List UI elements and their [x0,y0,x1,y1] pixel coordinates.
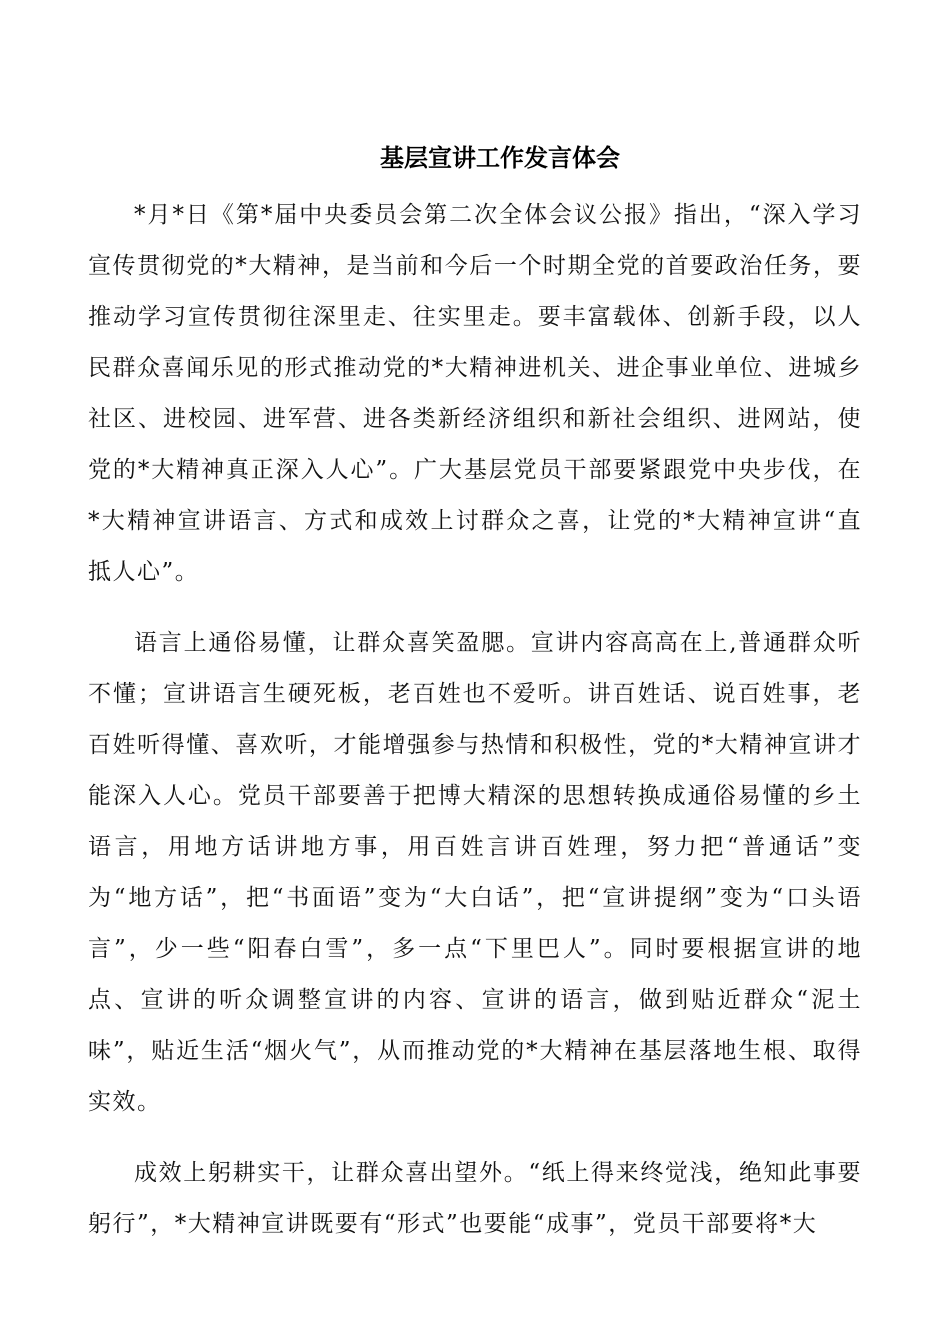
paragraph-results: 成效上躬耕实干，让群众喜出望外。“纸上得来终觉浅，绝知此事要躬行”，*大精神宣讲既要有“形式”也要能“成事”，党员干部要将*大 [88,1160,862,1237]
document-body [88,190,862,1250]
paragraph-language: 语言上通俗易懂，让群众喜笑盈腮。宣讲内容高高在上,普通群众听不懂；宣讲语言生硬死板，老百姓也不爱听。讲百姓话、说百姓事，老百姓听得懂、喜欢听，才能增强参与热情和积极性，党的*大精神宣讲才能深入人心。党员干部要善于把博大精深的思想转换成通俗易懂的乡土语言，用地方话讲地方事，用百姓言讲百姓理，努力把“普通话”变为“地方话”，把“书面语”变为“大白话”，把“宣讲提纲”变为“口头语言”，少一些“阳春白雪”，多一点“下里巴人”。同时要根据宣讲的地点、宣讲的听众调整宣讲的内容、宣讲的语言，做到贴近群众“泥土味”，贴近生活“烟火气”，从而推动党的*大精神在基层落地生根、取得实效。 [88,630,862,1115]
document-title: 基层宣讲工作发言体会 [380,143,620,172]
paragraph-intro: *月*日《第*届中央委员会第二次全体会议公报》指出，“深入学习宣传贯彻党的*大精神，是当前和今后一个时期全党的首要政治任务，要推动学习宣传贯彻往深里走、往实里走。要丰富载体、创新手段，以人民群众喜闻乐见的形式推动党的*大精神进机关、进企事业单位、进城乡社区、进校园、进军营、进各类新经济组织和新社会组织、进网站，使党的*大精神真正深入人心”。广大基层党员干部要紧跟党中央步伐，在*大精神宣讲语言、方式和成效上讨群众之喜，让党的*大精神宣讲“直抵人心”。 [88,202,862,585]
